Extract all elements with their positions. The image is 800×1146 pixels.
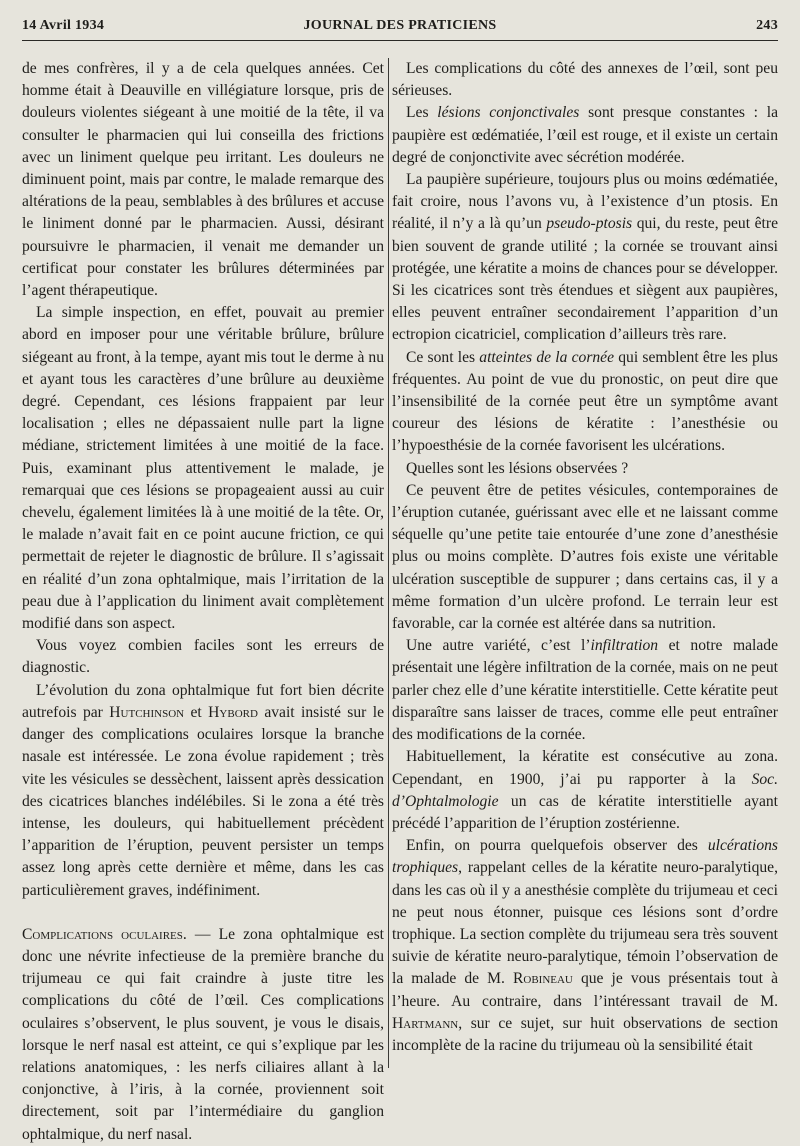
paragraph: Vous voyez combien faciles sont les erreurs de diagnostic. [22, 637, 384, 677]
author-name: Hartmann [392, 1014, 459, 1032]
paragraph: La simple inspection, en effet, pouvait au premier abord en imposer pour une véritable brûlure, brûlure siégeant au front, à la tempe, ayant mis tout le derme à nu et ayant tous les caractères d’une brûlure au deuxième degré. Cependant, ces lésions frappaient par leur localisation ; elles ne dépassaient nulle part la ligne médiane, strictement limitées à une moitié de la face. Puis, examinant plus attentivement le malade, je remarquai que ces lésions se propageaient aussi au cuir chevelu, également limitées là à une moitié de la tête. Or, le malade n’avait fait en ce point aucune friction, ce qui permettait de rejeter le diagnostic de brûlure. Il s’agissait en réalité d’un zona ophtalmique, mais l’irritation de la peau due à l’application du liniment avait complètement modifié dans son aspect. [22, 304, 384, 633]
page-number: 243 [756, 18, 778, 33]
paragraph: Quelles sont les lésions observées ? [406, 459, 629, 477]
author-name: Hutchinson [109, 703, 185, 721]
emphasis: infiltration [590, 637, 659, 655]
paragraph: La paupière supérieure, toujours plus ou moins œdématiée, fait croire, nous l’avons vu, à l’existence d’un ptosis. En réalité, il n’y a là qu’un pseudo-ptosis qui, du reste, peut être bien souvent de grande utilité ; la cornée se trouvant ainsi protégée, une kératite a moins de chances pour se développer. Si les cicatrices sont très étendues et siègent aux paupières, elles peuvent entraîner secondairement l’apparition d’un ectropion cicatriciel, complication d’ailleurs très rare. [392, 171, 779, 344]
emphasis: Soc. d’Ophtalmologie [392, 770, 778, 810]
paragraph: Les lésions conjonctivales sont presque constantes : la paupière est œdématiée, l’œil est rouge, et il existe un certain degré de conjonctivite avec sécrétion modérée. [392, 104, 778, 166]
paragraph: Ce sont les atteintes de la cornée qui semblent être les plus fréquentes. Au point de vue du pronostic, on peut dire que l’insensibilité de la cornée peut être un symptôme avant coureur des lésions de kératite : l’anesthésie ou l’hypoesthésie de la cornée favorisent les ulcérations. [392, 348, 778, 455]
paragraph: de mes confrères, il y a de cela quelques années. Cet homme était à Deauville en villégiature lorsque, pris de douleurs violentes siégeant à une moitié de la tête, il va consulter le pharmacien qui lui conseilla des frictions avec un liniment quelque peu irritant. Les douleurs ne diminuent point, mais par contre, le malade remarque des altérations de la peau, semblables à des brûlures et accuse le liniment donné par le pharmacien. Aussi, désirant poursuivre le pharmacien, il venait me demander un certificat pour constater les brûlures déterminées par l’agent thérapeutique. [22, 60, 384, 300]
author-name: Robineau [512, 970, 573, 988]
issue-date: 14 Avril 1934 [22, 18, 105, 33]
section-heading: Complications oculaires. [22, 925, 187, 943]
emphasis: atteintes de la cornée [479, 348, 615, 366]
paragraph: Une autre variété, c’est l’infiltration et notre malade présentait une légère infiltration de la cornée, mais on ne peut parler chez elle d’une kératite interstitielle. Cette kératite peut disparaître sans laisser de traces, comme elle peut entraîner des modifications de la cornée. [392, 637, 778, 744]
emphasis: pseudo-ptosis [546, 215, 633, 233]
column-divider [388, 58, 389, 1068]
paragraph: Ce peuvent être de petites vésicules, contemporaines de l’éruption cutanée, guérissant avec elle et ne laissant comme séquelle qu’une petite taie entourée d’une zone d’anesthésie plus ou moins complète. D’autres fois existe une véritable ulcération susceptible de suppurer ; dans certains cas, il y a même formation d’un ulcère profond. Le terrain leur est favorable, car la cornée est altérée dans sa nutrition. [392, 481, 778, 633]
paragraph: Complications oculaires. — Le zona ophtalmique est donc une névrite infectieuse de la première branche du trijumeau ce qui fait craindre à juste titre les complications du côté de l’œil. Ces complications oculaires s’observent, le plus souvent, je vous le disais, lorsque le nerf nasal est atteint, ce qui s’explique par les relations anatomiques, : les nerfs ciliaires allant à la conjonctive, à l’iris, à la cornée, proviennent soit directement, soit par l’intermédiaire du ganglion ophtalmique, du nerf nasal. [22, 925, 384, 1143]
header-rule [22, 40, 778, 41]
emphasis: lésions conjonctivales [437, 104, 580, 122]
journal-title: JOURNAL DES PRATICIENS [303, 18, 497, 33]
paragraph: Enfin, on pourra quelquefois observer des ulcérations trophiques, rappelant celles de la kératite neuro-paralytique, dans les cas où il y a anesthésie complète du trijumeau et ceci ne peut nous étonner, puisque ces lésions sont d’ordre trophique. La section complète du trijumeau sera très souvent suivie de kératite neuro-paralytique, témoin l’observation de la malade de M. Robineau que je vous présentais tout à l’heure. Au contraire, dans l’intéressant travail de M. Hartmann, sur ce sujet, sur huit observations de section incomplète de la racine du trijumeau où la sensibilité était [392, 837, 778, 1054]
left-column [22, 58, 384, 1146]
page-header [22, 18, 778, 40]
emphasis: ulcérations trophiques [392, 837, 778, 877]
paragraph: Les complications du côté des annexes de l’œil, sont peu sérieuses. [392, 60, 778, 100]
right-column [392, 58, 778, 1057]
paragraph: Habituellement, la kératite est consécutive au zona. Cependant, en 1900, j’ai pu rapporter à la Soc. d’Ophtalmologie un cas de kératite interstitielle ayant précédé l’apparition de l’éruption zostérienne. [392, 748, 778, 832]
author-name: Hybord [208, 703, 258, 721]
paragraph: L’évolution du zona ophtalmique fut fort bien décrite autrefois par Hutchinson et Hybord avait insisté sur le danger des complications oculaires lorsque la branche nasale est intéressée. Le zona évolue rapidement ; très vite les vésicules se dessèchent, laissent après dessication des cicatrices blanches indélébiles. Si le zona a été très intense, les douleurs, qui habituellement précèdent l’apparition de l’éruption, peuvent persister un temps assez long après cette dernière et même, dans les cas particulièrement graves, indéfiniment. [22, 681, 384, 899]
